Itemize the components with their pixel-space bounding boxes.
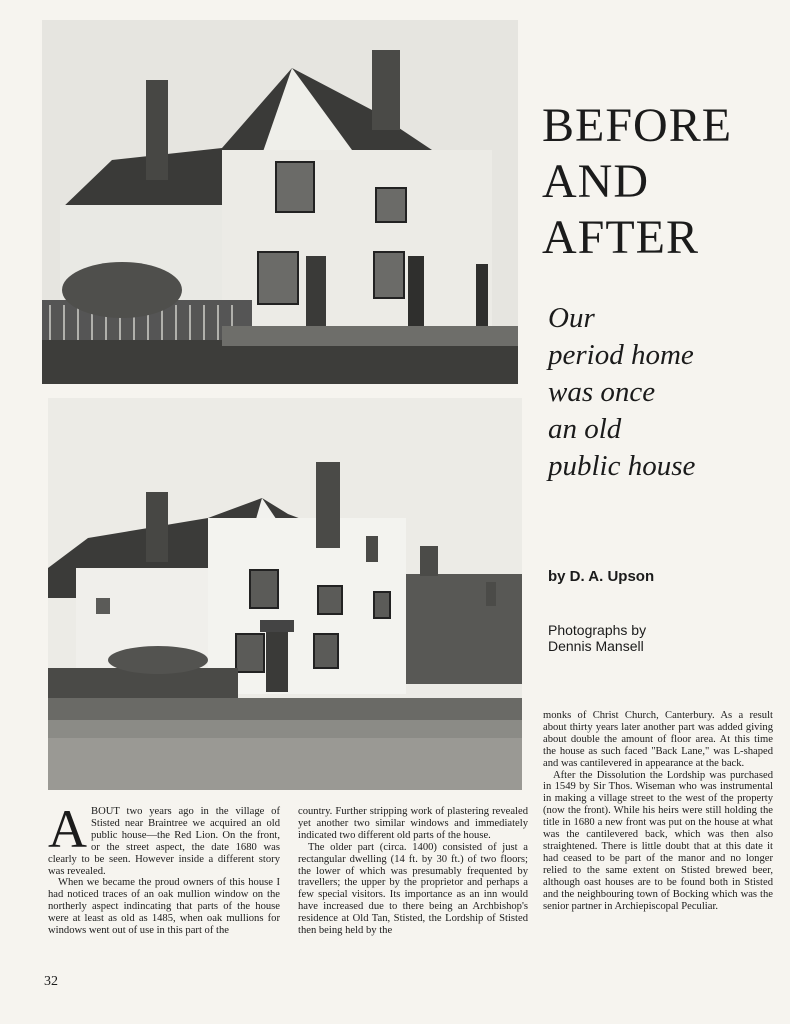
subhead-line: was once [548,376,656,408]
subhead-line: an old [548,413,622,445]
photo-house-before [42,20,518,384]
article-column-2 [298,806,528,937]
headline-line: BEFORE [542,99,733,152]
photo-house-after [48,398,522,790]
drop-cap: A [48,799,87,859]
house-after-illustration [48,398,522,790]
byline: by D. A. Upson [548,568,655,585]
paragraph: The older part (circa. 1400) consisted of just a rectangular dwelling (14 ft. by 30 ft.) of two floors; the lower of which was presumably frequented by travellers; the upper by the proprietor and perhaps a few special visitors. Its importance as an inn would have increased due to there being an Archbishop's residence at Old Tan, Stisted, the Lordship of Stisted then being held by the [298,841,528,937]
subhead-line: Our [548,302,595,334]
house-before-illustration [42,20,518,384]
credit-line: Dennis Mansell [548,638,644,654]
headline-line: AND [542,155,649,208]
subheading [548,300,768,485]
paragraph: country. Further stripping work of plastering revealed yet another two similar windows and immediately indicated two different old parts of the house. [298,806,528,841]
paragraph: When we became the proud owners of this house I had noticed traces of an oak mullion window on the northerly aspect indincating that parts of the house were at least as old as 1485, when oak mullions for windows went out of use in this part of the [48,877,280,937]
headline-line: AFTER [542,211,700,264]
headline [542,98,772,266]
paragraph: monks of Christ Church, Canterbury. As a result about thirty years later another part was added giving about double the amount of floor area. At this time the house as such faced "Back Lane," was L-shaped and was cantilevered in appearance at the back. [543,710,773,769]
photo-credit [548,622,748,654]
article-column-1 [48,799,280,937]
page-number: 32 [44,974,58,989]
subhead-line: public house [548,450,696,482]
subhead-line: period home [548,339,694,371]
paragraph [48,799,280,877]
article-column-3 [543,710,773,912]
credit-line: Photographs by [548,622,647,638]
paragraph: After the Dissolution the Lordship was purchased in 1549 by Sir Thos. Wiseman who was instrumental in making a village street to the west of the property (now the front). While his heirs were still holding the title in 1680 a new front was put on the house at what was the cantilevered back, which was then also straightened. There is little doubt that at this date it had ceased to be part of the manor and no longer relied to the same extent on Stisted brewed beer, although oast houses are to be found both in Stisted and the neighbouring town of Bocking which was the senior partner in Archiepiscopal Peculiar. [543,769,773,912]
paragraph-text: BOUT two years ago in the village of Stisted near Braintree we acquired an old public house—the Red Lion. On the front, or the street aspect, the date 1680 was clearly to be seen. However inside a different story was revealed. [48,806,280,877]
